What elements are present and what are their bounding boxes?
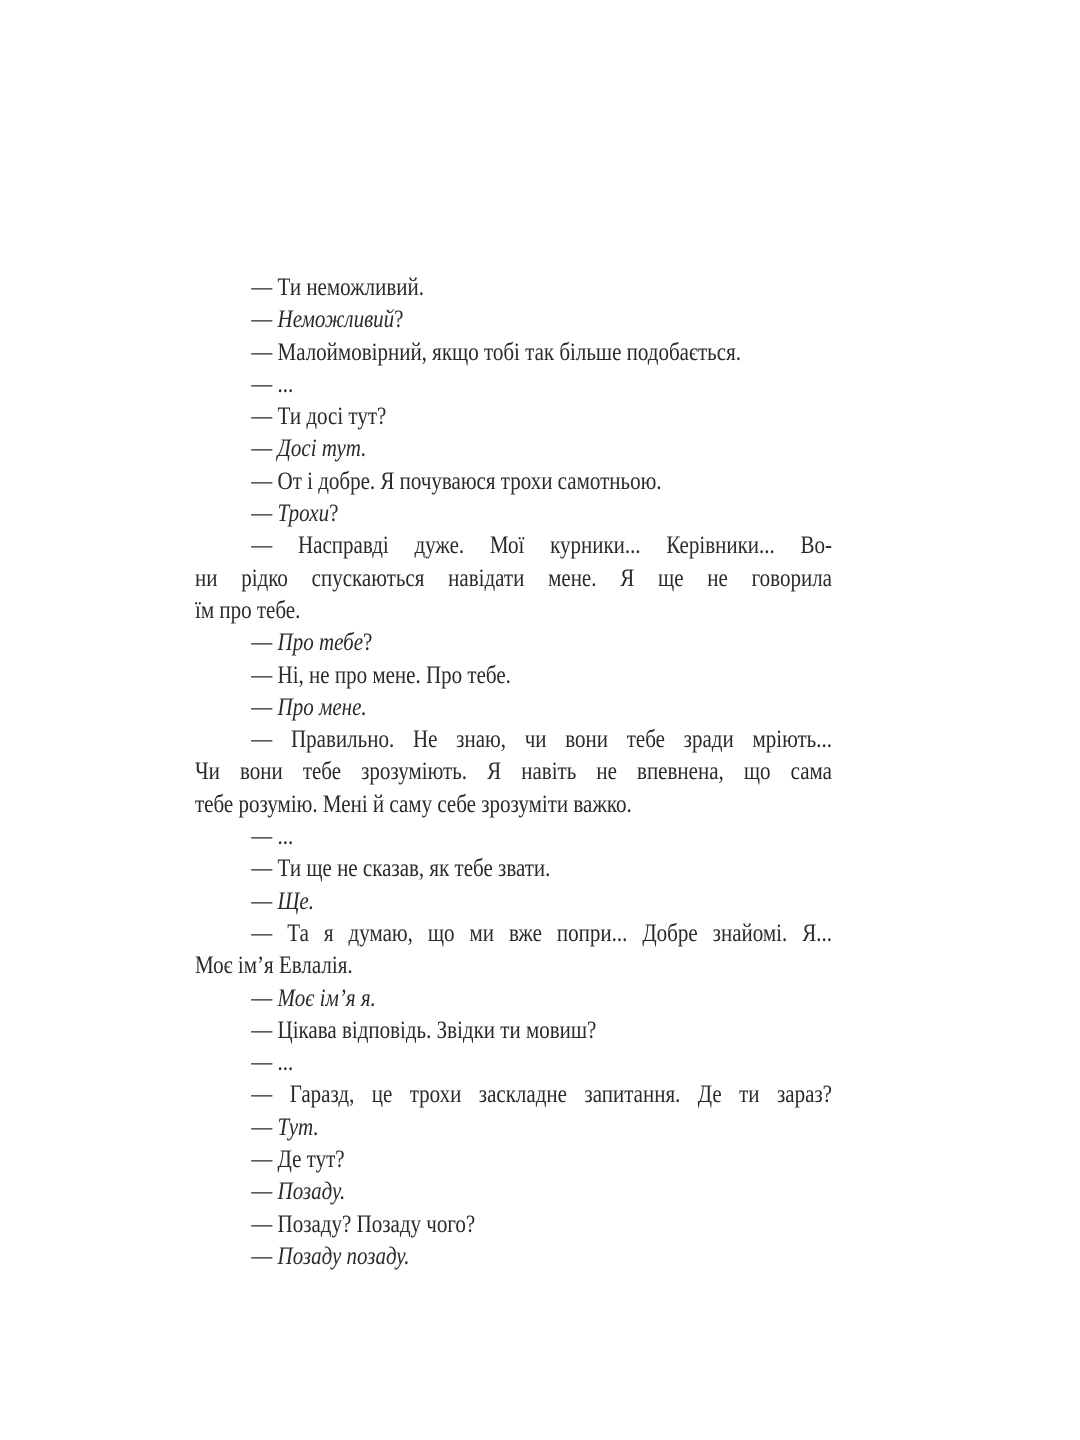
text-line-content [195,1176,345,1208]
text-line [195,1047,832,1079]
text-line [195,886,832,918]
text-line-content [195,530,832,562]
speech-text: — [251,1113,278,1141]
text-line-content [195,369,293,401]
speech-text: ? [329,500,339,528]
text-line [195,1015,832,1047]
text-line-content [195,498,338,530]
text-line [195,466,832,498]
text-line-content [195,401,386,433]
text-line [195,1209,832,1241]
text-line-content [195,789,632,821]
speech-text: — [251,984,278,1012]
text-line-content [195,983,376,1015]
speech-text: — Малоймовірний, якщо тобі так більше подобається. [251,338,741,366]
text-line [195,369,832,401]
italic-speech: Позаду. [277,1178,346,1206]
speech-text: ? [394,306,404,334]
text-line [195,1079,832,1111]
italic-speech: Ще. [277,887,315,915]
text-line-content [195,433,366,465]
italic-speech: Досі тут. [277,435,367,463]
text-line-content [195,627,372,659]
text-line-content [195,756,832,788]
italic-speech: Позаду позаду. [277,1242,410,1270]
text-line-content [195,1079,832,1111]
speech-text: — Насправді дуже. Мої курники... Керівники... Во- [251,532,832,560]
speech-text: — Ти ще не сказав, як тебе звати. [251,855,551,883]
speech-text: — Гаразд, це трохи заскладне запитання. Де ти зараз? [251,1081,833,1109]
speech-text: Моє ім’я Евлалія. [195,952,353,980]
speech-text: — От і добре. Я почуваюся трохи самотньою. [251,467,662,495]
text-line [195,1112,832,1144]
text-line-content [195,272,424,304]
text-line [195,660,832,692]
text-line [195,498,832,530]
text-line [195,1241,832,1273]
dialogue-text [195,272,832,1273]
speech-text: ? [363,629,373,657]
speech-text: — [251,1178,278,1206]
text-line-content [195,595,300,627]
text-line [195,692,832,724]
text-line-content [195,1112,319,1144]
speech-text: — ... [251,370,294,398]
text-line-content [195,1241,410,1273]
text-line [195,272,832,304]
text-line [195,337,832,369]
text-line [195,853,832,885]
text-line-content [195,821,293,853]
text-line-content [195,1144,345,1176]
text-line [195,821,832,853]
text-line-content [195,337,741,369]
text-line [195,918,832,950]
text-line-content [195,692,367,724]
text-line-content [195,1047,293,1079]
speech-text: — ... [251,823,294,851]
text-line-content [195,853,550,885]
speech-text: — [251,629,278,657]
text-line-content [195,660,511,692]
speech-text: ни рідко спускаються навідати мене. Я ще не говорила [195,564,832,592]
text-line [195,1144,832,1176]
italic-speech: Про мене. [277,693,367,721]
speech-text: — [251,693,278,721]
text-line-content [195,304,404,336]
italic-speech: Трохи [277,500,330,528]
speech-text: — Цікава відповідь. Звідки ти мовиш? [251,1016,597,1044]
text-line [195,595,832,627]
speech-text: — [251,306,278,334]
speech-text: їм про тебе. [195,596,301,624]
speech-text: — Ти досі тут? [251,403,387,431]
italic-speech: Тут. [277,1113,319,1141]
text-line [195,950,832,982]
speech-text: — Де тут? [251,1146,345,1174]
speech-text: — Ні, не про мене. Про тебе. [251,661,511,689]
speech-text: — Ти неможливий. [251,274,425,301]
text-line-content [195,466,662,498]
speech-text: — [251,435,278,463]
text-line [195,304,832,336]
speech-text: Чи вони тебе зрозуміють. Я навіть не впевнена, що сама [195,758,833,786]
text-line-content [195,886,314,918]
text-line [195,401,832,433]
text-line [195,1176,832,1208]
speech-text: — Правильно. Не знаю, чи вони тебе зради мріють... [251,726,832,754]
text-line [195,756,832,788]
text-line-content [195,1015,596,1047]
italic-speech: Про тебе [277,629,364,657]
text-line [195,530,832,562]
speech-text: тебе розумію. Мені й саму себе зрозуміти важко. [195,790,632,818]
speech-text: — Позаду? Позаду чого? [251,1210,476,1238]
text-line [195,563,832,595]
text-line [195,724,832,756]
text-line-content [195,918,832,950]
speech-text: — [251,887,278,915]
text-line-content [195,950,353,982]
speech-text: — [251,500,278,528]
text-line [195,433,832,465]
text-line [195,627,832,659]
text-line [195,789,832,821]
speech-text: — ... [251,1049,294,1077]
text-line-content [195,563,832,595]
italic-speech: Моє ім’я я. [277,984,376,1012]
text-line-content [195,724,832,756]
text-line [195,983,832,1015]
text-line-content [195,1209,475,1241]
speech-text: — Та я думаю, що ми вже попри... Добре знайомі. Я... [251,919,832,947]
speech-text: — [251,1242,278,1270]
italic-speech: Неможливий [277,306,395,334]
